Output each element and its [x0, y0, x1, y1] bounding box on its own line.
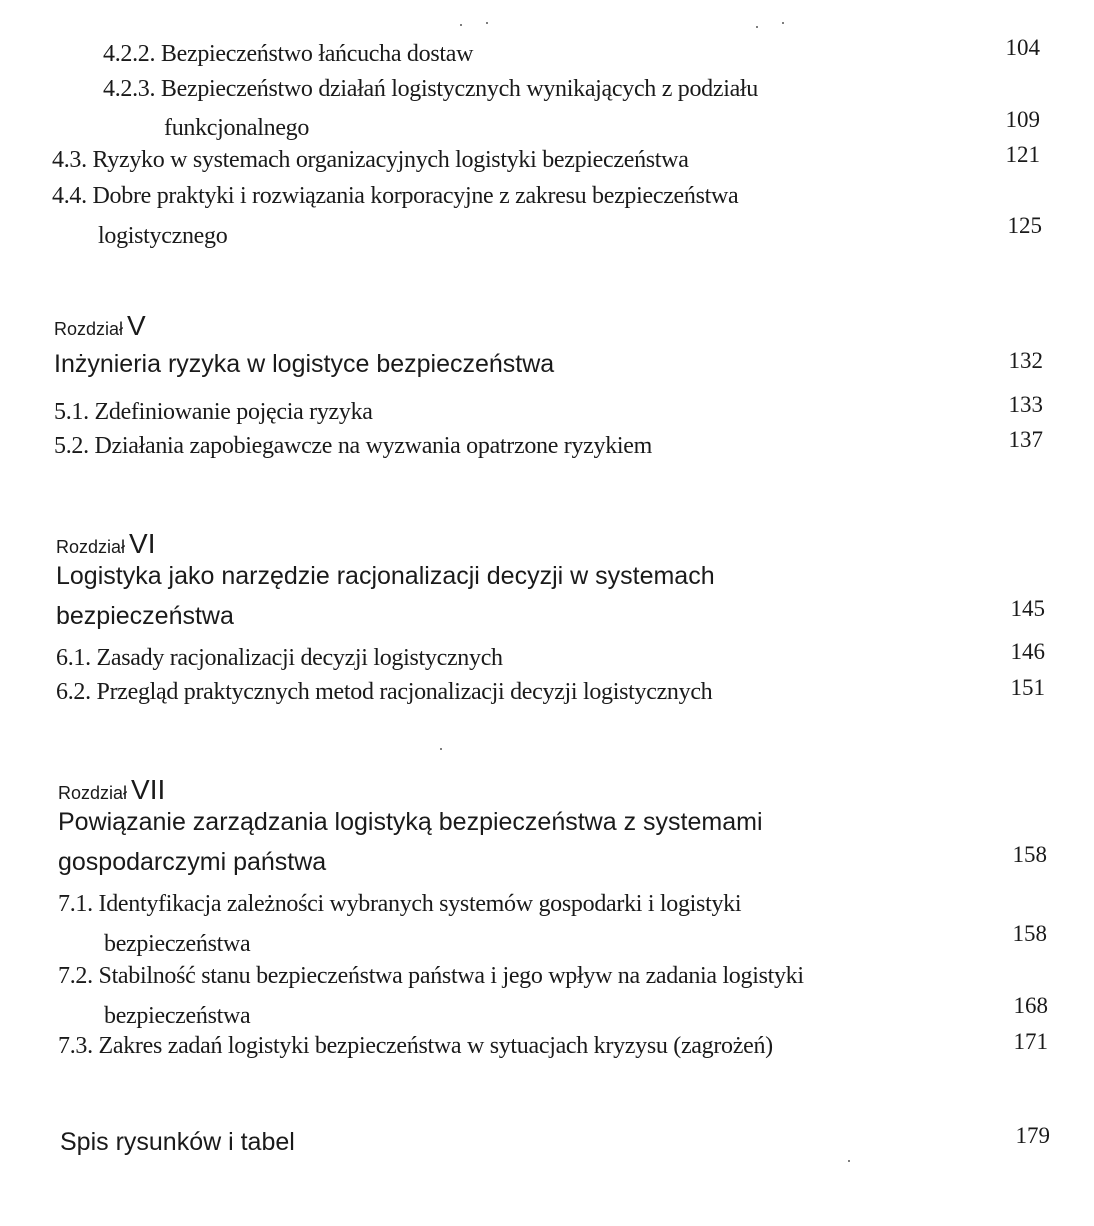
toc-entry-4-4[interactable] — [52, 184, 738, 208]
entry-title: Identyfikacja zależności wybranych systemów gospodarki i logistyki — [98, 891, 742, 917]
entry-number: 7.3. — [58, 1033, 93, 1059]
toc-entry-7-3[interactable] — [58, 1034, 773, 1058]
entry-title-continuation: logistycznego — [98, 223, 228, 249]
chapter-word: Rozdział — [58, 783, 128, 803]
chapter-label — [54, 312, 146, 340]
page-number: 158 — [1012, 842, 1047, 867]
entry-title: Dobre praktyki i rozwiązania korporacyjne z zakresu bezpieczeństwa — [92, 183, 739, 209]
entry-number: 4.4. — [52, 183, 87, 209]
entry-number: 7.1. — [58, 891, 93, 917]
scan-speck — [782, 22, 784, 24]
entry-number: 4.2.3. — [103, 76, 156, 102]
entry-title: Zakres zadań logistyki bezpieczeństwa w sytuacjach kryzysu (zagrożeń) — [98, 1033, 773, 1059]
scan-speck — [460, 24, 462, 26]
entry-number: 7.2. — [58, 963, 93, 989]
scan-speck — [440, 748, 442, 750]
entry-title: Działania zapobiegawcze na wyzwania opatrzone ryzykiem — [94, 433, 653, 459]
page-number: 104 — [1005, 35, 1040, 60]
chapter-roman-numeral: VII — [131, 774, 166, 805]
page-number: 132 — [1008, 348, 1043, 373]
entry-title-continuation: funkcjonalnego — [164, 115, 310, 141]
entry-title: Zdefiniowanie pojęcia ryzyka — [94, 399, 373, 425]
page-number: 179 — [1015, 1123, 1050, 1148]
toc-entry-5-1[interactable] — [54, 400, 373, 424]
toc-entry-7-1[interactable] — [58, 892, 741, 916]
toc-entry-4-2-2[interactable] — [103, 42, 473, 66]
entry-number: 5.2. — [54, 433, 89, 459]
entry-number: 6.1. — [56, 645, 91, 671]
toc-entry-4-2-3[interactable] — [103, 77, 758, 101]
page-number: 158 — [1012, 921, 1047, 946]
entry-number: 4.3. — [52, 147, 87, 173]
toc-entry-4-3[interactable] — [52, 148, 689, 172]
toc-entry-7-2[interactable] — [58, 964, 804, 988]
page-number: 145 — [1010, 596, 1045, 621]
chapter-word: Rozdział — [56, 537, 126, 557]
chapter-title-continuation: bezpieczeństwa — [56, 602, 234, 630]
entry-number: 5.1. — [54, 399, 89, 425]
entry-title-continuation: bezpieczeństwa — [104, 1003, 251, 1029]
page-number: 168 — [1013, 993, 1048, 1018]
chapter-title[interactable]: Inżynieria ryzyka w logistyce bezpieczeństwa — [54, 350, 555, 378]
chapter-roman-numeral: V — [127, 310, 146, 341]
entry-number: 4.2.2. — [103, 41, 156, 67]
page-number: 121 — [1005, 142, 1040, 167]
page-number: 146 — [1010, 639, 1045, 664]
entry-title: Bezpieczeństwo działań logistycznych wynikających z podziału — [160, 76, 759, 102]
chapter-label — [58, 776, 165, 804]
toc-entry-5-2[interactable] — [54, 434, 652, 458]
chapter-title[interactable]: Powiązanie zarządzania logistyką bezpieczeństwa z systemami — [58, 808, 763, 836]
entry-title: Zasady racjonalizacji decyzji logistycznych — [96, 645, 503, 671]
page-number: 171 — [1013, 1029, 1048, 1054]
entry-title: Stabilność stanu bezpieczeństwa państwa i jego wpływ na zadania logistyki — [98, 963, 804, 989]
entry-title: Ryzyko w systemach organizacyjnych logistyki bezpieczeństwa — [92, 147, 689, 173]
page-number: 125 — [1007, 213, 1042, 238]
page-number: 137 — [1008, 427, 1043, 452]
chapter-word: Rozdział — [54, 319, 124, 339]
toc-entry-6-2[interactable] — [56, 680, 712, 704]
entry-title: Bezpieczeństwo łańcucha dostaw — [160, 41, 474, 67]
page-number: 133 — [1008, 392, 1043, 417]
entry-title: Przegląd praktycznych metod racjonalizacji decyzji logistycznych — [96, 679, 713, 705]
scan-speck — [486, 22, 488, 24]
chapter-title[interactable]: Logistyka jako narzędzie racjonalizacji decyzji w systemach — [56, 562, 715, 590]
page-number: 109 — [1005, 107, 1040, 132]
entry-number: 6.2. — [56, 679, 91, 705]
entry-title-continuation: bezpieczeństwa — [104, 931, 251, 957]
chapter-title-continuation: gospodarczymi państwa — [58, 848, 327, 876]
chapter-label — [56, 530, 156, 558]
scan-speck — [848, 1160, 850, 1162]
page-number: 151 — [1010, 675, 1045, 700]
appendix-title[interactable]: Spis rysunków i tabel — [60, 1128, 295, 1156]
toc-entry-6-1[interactable] — [56, 646, 503, 670]
chapter-roman-numeral: VI — [129, 528, 156, 559]
scan-speck — [756, 26, 758, 28]
